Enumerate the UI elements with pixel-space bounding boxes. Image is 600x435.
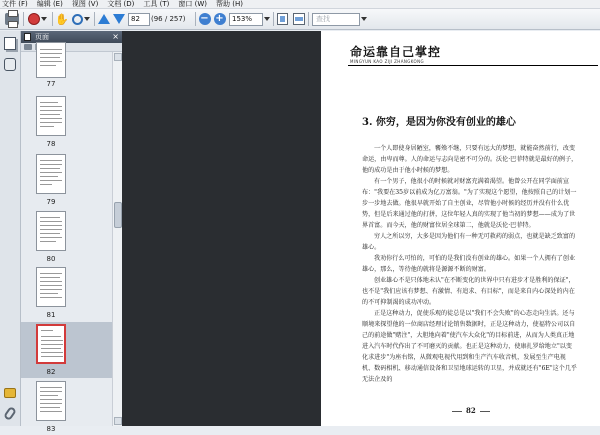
chevron-down-icon — [41, 17, 47, 21]
document-page[interactable] — [330, 31, 600, 426]
arrow-up-icon — [98, 14, 110, 24]
thumbnail-page — [36, 381, 66, 421]
find-box[interactable] — [312, 12, 360, 26]
sign-icon — [28, 13, 40, 25]
thumbnail-83[interactable] — [21, 379, 112, 435]
toolbar — [0, 9, 600, 30]
zoom-level-field[interactable]: 153% — [229, 13, 263, 26]
chevron-down-icon — [361, 17, 367, 21]
thumbnail-page — [36, 96, 66, 136]
navigation-strip — [0, 31, 21, 426]
pages-panel-icon[interactable] — [4, 37, 16, 50]
menu-view[interactable]: 视图 (V) — [71, 0, 99, 8]
attachments-panel-icon[interactable] — [4, 58, 16, 71]
toolbar-separator — [195, 12, 196, 26]
chevron-down-icon — [84, 17, 90, 21]
options-menu-icon[interactable] — [24, 44, 32, 50]
header-rule — [348, 65, 598, 66]
zoom-in-icon: + — [215, 13, 224, 24]
thumbnail-label: 77 — [46, 80, 56, 88]
menu-window[interactable]: 窗口 (W) — [178, 0, 207, 8]
page-number: 82 — [466, 406, 476, 415]
paragraph: 我劝你行么可怕的，可怕的是我们没有创业的雄心。如果一个人拥有了创业雄心，那么，等待他的就将是源源不断的财富。 — [362, 255, 576, 273]
scroll-down-icon[interactable] — [114, 417, 122, 425]
arrow-down-icon — [113, 14, 125, 24]
fit-page-button[interactable] — [276, 12, 289, 26]
toolbar-separator — [273, 12, 274, 26]
chevron-down-icon — [264, 17, 270, 21]
thumbnail-page — [36, 42, 66, 78]
find-dropdown-button[interactable] — [361, 12, 367, 26]
thumbnail-page — [36, 267, 66, 307]
toolbar-separator — [52, 12, 53, 26]
paperclip-icon[interactable] — [3, 406, 17, 421]
thumbnail-label: 81 — [46, 311, 56, 319]
previous-page-button[interactable] — [97, 12, 110, 26]
menu-edit[interactable]: 编辑 (E) — [36, 0, 63, 8]
thumbnail-label: 83 — [46, 425, 56, 433]
print-icon — [5, 13, 19, 25]
thumbnail-page — [36, 154, 66, 194]
running-header-title: 命运靠自己掌控 — [350, 45, 442, 59]
pages-panel — [21, 31, 122, 433]
pages-icon — [24, 33, 31, 41]
fit-width-button[interactable] — [292, 12, 305, 26]
paragraph: 有一个男子，他很小的时候就对财富充满着渴望。他曾公开在同学面前宣布："我要在35岁以前成为亿万富翁。"为了实现这个愿望，他按照自己的计划一步一步地去做。他很早就开始了自主创业，尽管他小时候的经历并没有什么优势，但是后来通过他的打拼，这位年轻人真的实现了他当初的梦想——成为了世界首富。而今天，他的财富位居全球第二，他就是沃伦·巴菲特。 — [362, 178, 577, 229]
sign-button[interactable] — [27, 12, 41, 26]
page-number-field[interactable] — [128, 12, 150, 26]
paragraph: 创业雄心不是只体地未认"在不断变化的世界中只有进步才是胜利的保证"，也不是"我们应该有梦想、有激情、有追求、有目标"，而是来自内心深处的内在的不可抑制渴的成功冲动。 — [362, 277, 575, 306]
menu-document[interactable]: 文档 (D) — [107, 0, 135, 8]
zoom-tool-dropdown[interactable] — [84, 12, 90, 26]
sign-dropdown-button[interactable] — [41, 12, 47, 26]
thumbnail-77[interactable] — [21, 52, 112, 90]
scrollbar-thumb[interactable] — [114, 202, 122, 228]
running-header-subtitle: MINGYUN KAO ZIJI ZHANGKONG — [350, 59, 424, 64]
next-page-button[interactable] — [112, 12, 125, 26]
zoom-select-icon — [72, 14, 83, 25]
menu-help[interactable]: 帮助 (H) — [215, 0, 243, 8]
thumbnail-list — [21, 52, 112, 433]
fit-page-icon — [277, 13, 288, 25]
thumbnail-label: 78 — [46, 140, 56, 148]
print-button[interactable] — [4, 12, 20, 26]
thumbnail-81[interactable] — [21, 265, 112, 321]
close-icon[interactable]: × — [112, 32, 119, 41]
zoom-out-icon: − — [200, 13, 209, 24]
thumbnail-label: 82 — [46, 368, 56, 376]
page-count-text: (96 / 257) — [151, 15, 186, 23]
page-number-input[interactable]: 82 — [128, 13, 150, 26]
thumbnail-scrollbar[interactable] — [112, 52, 122, 426]
toolbar-separator — [23, 12, 24, 26]
menu-bar — [0, 0, 600, 9]
toolbar-separator — [94, 12, 95, 26]
paragraph: 穷人之所以穷，大多是因为他们有一种无可救药的弱点，也就是缺乏致富的雄心。 — [362, 233, 576, 251]
thumbnail-80[interactable] — [21, 209, 112, 265]
page-body — [362, 143, 578, 385]
find-input[interactable]: 查找 — [312, 13, 360, 26]
paragraph: 一个人即使身居陋室，饔飧不继，只要有远大的梦想，就能奋然前行，改变命运，由卑而尊。人的命运与志向是密不可分的。沃伦·巴菲特就是最好的例子，他的成功是由于他小时候的梦想。 — [362, 145, 578, 174]
hand-icon: ✋ — [55, 12, 69, 26]
thumbnail-page — [36, 211, 66, 251]
hand-tool-button[interactable] — [56, 12, 68, 26]
paragraph: 正是这种动力，促使乐观的徒总是以"我们不会失败"的心态走向生活。还与顺境来探望他的一位商店经理讨论销售数据时，正是这种动力，使福特公司以自己的前途做"赌注"，大胆地向着"使汽车大众化"的目标前进，从而为人类真正地进入汽车时代作出了不可磨灭的贡献。也正是这种动力，使康扎罗给地立"以变化求进步"为座右铭，从微观电视代用到和生产汽车收音机，发展至生产电视机、数码相机、移动通信设备和卫星地球运转的卫星，并成就还有"6E"这个几乎无法企及的 — [362, 310, 578, 383]
thumbnail-label: 80 — [46, 255, 56, 263]
zoom-in-button[interactable] — [213, 12, 226, 26]
thumbnail-page-selected — [36, 324, 66, 364]
zoom-select[interactable] — [229, 12, 263, 26]
scroll-up-icon[interactable] — [114, 53, 122, 61]
fit-width-icon — [293, 13, 305, 25]
select-zoom-button[interactable] — [71, 12, 83, 26]
toolbar-separator — [308, 12, 309, 26]
chapter-title: 3. 你穷，是因为你没有创业的雄心 — [362, 117, 516, 128]
thumbnail-78[interactable] — [21, 92, 112, 152]
thumbnail-82[interactable] — [21, 322, 112, 378]
menu-tools[interactable]: 工具 (T) — [143, 0, 170, 8]
thumbnail-79[interactable] — [21, 152, 112, 208]
document-background — [122, 31, 321, 426]
thumbnail-label: 79 — [46, 198, 56, 206]
comments-icon[interactable] — [4, 388, 16, 398]
menu-file[interactable]: 文件 (F) — [2, 0, 28, 8]
zoom-out-button[interactable] — [198, 12, 211, 26]
page-count — [151, 12, 193, 26]
pages-panel-title: 页面 — [35, 33, 49, 41]
zoom-dropdown-button[interactable] — [264, 12, 270, 26]
